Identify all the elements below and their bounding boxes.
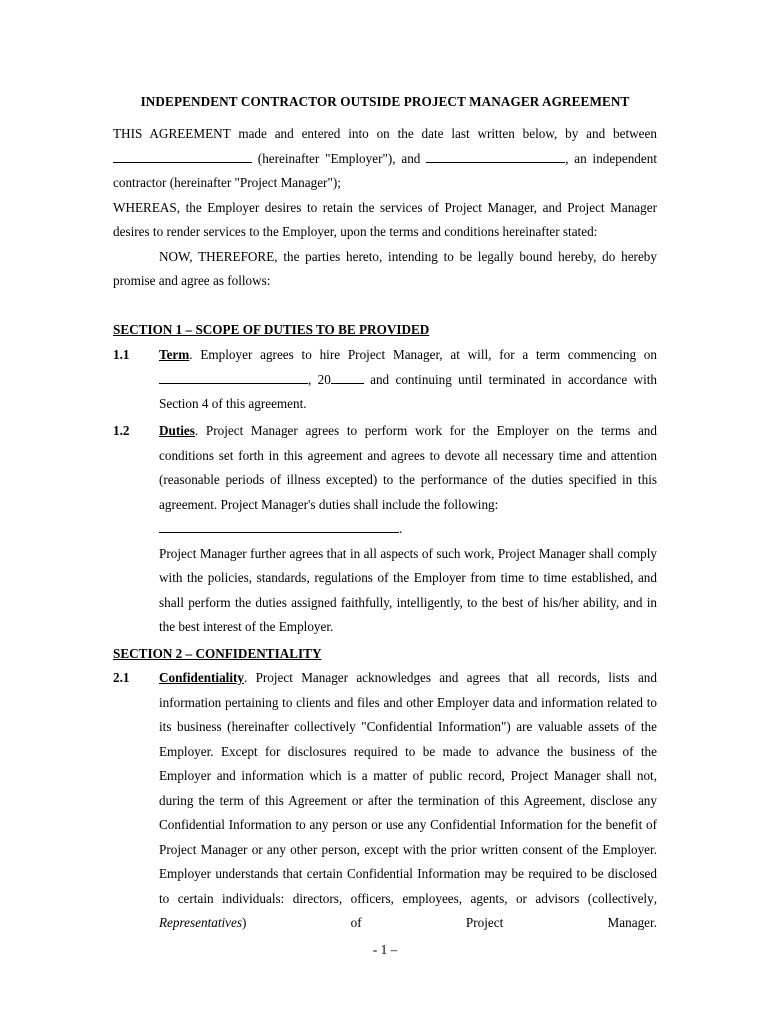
intro-text-d: contractor (hereinafter "Project Manager"); — [113, 175, 341, 190]
intro-block — [113, 122, 657, 294]
clause-2-1 — [113, 666, 657, 936]
intro-paragraph-line1 — [113, 122, 657, 147]
duties-blank[interactable] — [159, 518, 301, 533]
clause-2-1-title: Confidentiality — [159, 670, 244, 685]
clause-1-1-line2 — [159, 368, 657, 417]
clause-2-1-text-a: . Project Manager acknowledges and agrees that all records, lists and information pertaining to clients and files and other Employer data and information related to its business (hereinafter collectively "Confidential Information") are valuable assets of the Employer. Except for disclosures required to be made to advance the business of the Employer and information which is a matter of public record, Project Manager shall not, during the term of this Agreement or after the termination of this Agreement, disclose any Confidential Information to any person or use any Confidential Information for the benefit of Project Manager or any other person, except with the prior written consent of the Employer. Employer understands that certain Confidential Information may be required to be disclosed to certain individuals: directors, officers, employees, agents, or advisors (collectively — [159, 670, 657, 906]
contractor-name-blank[interactable] — [426, 148, 565, 163]
clause-1-2-text-a: . Project Manager agrees to perform work for the Employer on the terms and conditions set forth in this agreement and agrees to devote all necessary time and attention (reasonable periods of illness excepted) to the performance of the duties specified in this agreement. Project Manager's duties shall include the following: — [159, 423, 657, 512]
clause-2-1-representatives: , Representatives — [159, 890, 657, 930]
term-year-blank[interactable] — [331, 369, 364, 384]
whereas-paragraph: WHEREAS, the Employer desires to retain the services of Project Manager, and Project Manager desires to render services to the Employer, upon the terms and conditions hereinafter stated: — [113, 199, 657, 239]
intro-paragraph-line3 — [113, 171, 657, 196]
clause-1-1 — [113, 343, 657, 417]
clause-1-1-line1 — [159, 343, 657, 368]
clause-1-1-text-a: . Employer agrees to hire Project Manager, at will, for a term commencing on — [189, 347, 657, 362]
clause-1-1-title: Term — [159, 347, 190, 362]
clause-1-1-text-b: , 20 — [308, 371, 331, 387]
document-title: INDEPENDENT CONTRACTOR OUTSIDE PROJECT MANAGER AGREEMENT — [140, 94, 630, 109]
clause-2-1-number: 2.1 — [113, 670, 130, 685]
intro-text-a: THIS AGREEMENT made and entered into on the date last written below, by and between — [113, 126, 657, 141]
now-therefore-paragraph: NOW, THEREFORE, the parties hereto, intending to be legally bound hereby, do hereby promise and agree as follows: — [113, 248, 657, 288]
intro-text-c: , an independent — [565, 150, 657, 166]
clause-1-2-number: 1.2 — [113, 423, 130, 438]
section1-heading: SECTION 1 – SCOPE OF DUTIES TO BE PROVIDED — [113, 322, 430, 337]
clause-1-2-body — [159, 419, 657, 640]
clause-2-1-text-c: ) of Project Manager. — [242, 915, 657, 930]
intro-paragraph-line2 — [113, 147, 657, 172]
clause-1-2 — [113, 419, 657, 640]
employer-name-blank[interactable] — [113, 148, 252, 163]
clause-1-2-title: Duties — [159, 423, 195, 438]
clause-2-1-body — [159, 666, 657, 936]
clause-1-1-text-c: and continuing until terminated in accordance with Section 4 of this agreement. — [159, 371, 657, 411]
intro-text-b: (hereinafter "Employer"), and — [252, 150, 427, 166]
term-start-date-blank[interactable] — [159, 369, 308, 384]
page-number: - 1 – — [372, 942, 398, 957]
section2-heading: SECTION 2 – CONFIDENTIALITY — [113, 646, 322, 661]
clause-1-2-paragraph — [159, 419, 657, 517]
duties-blank-extension[interactable] — [301, 518, 399, 533]
clause-1-2-further-paragraph: Project Manager further agrees that in all aspects of such work, Project Manager shall comply with the policies, standards, regulations of the Employer from time to time established, and shall perform the duties assigned faithfully, intelligently, to the best of his/her ability, and in the best interest of the Employer. — [159, 545, 657, 634]
clause-1-2-duties-line — [159, 517, 657, 542]
clause-1-1-body — [159, 343, 657, 417]
clause-1-2-text-b: . — [399, 521, 403, 536]
clause-1-1-number: 1.1 — [113, 347, 130, 362]
